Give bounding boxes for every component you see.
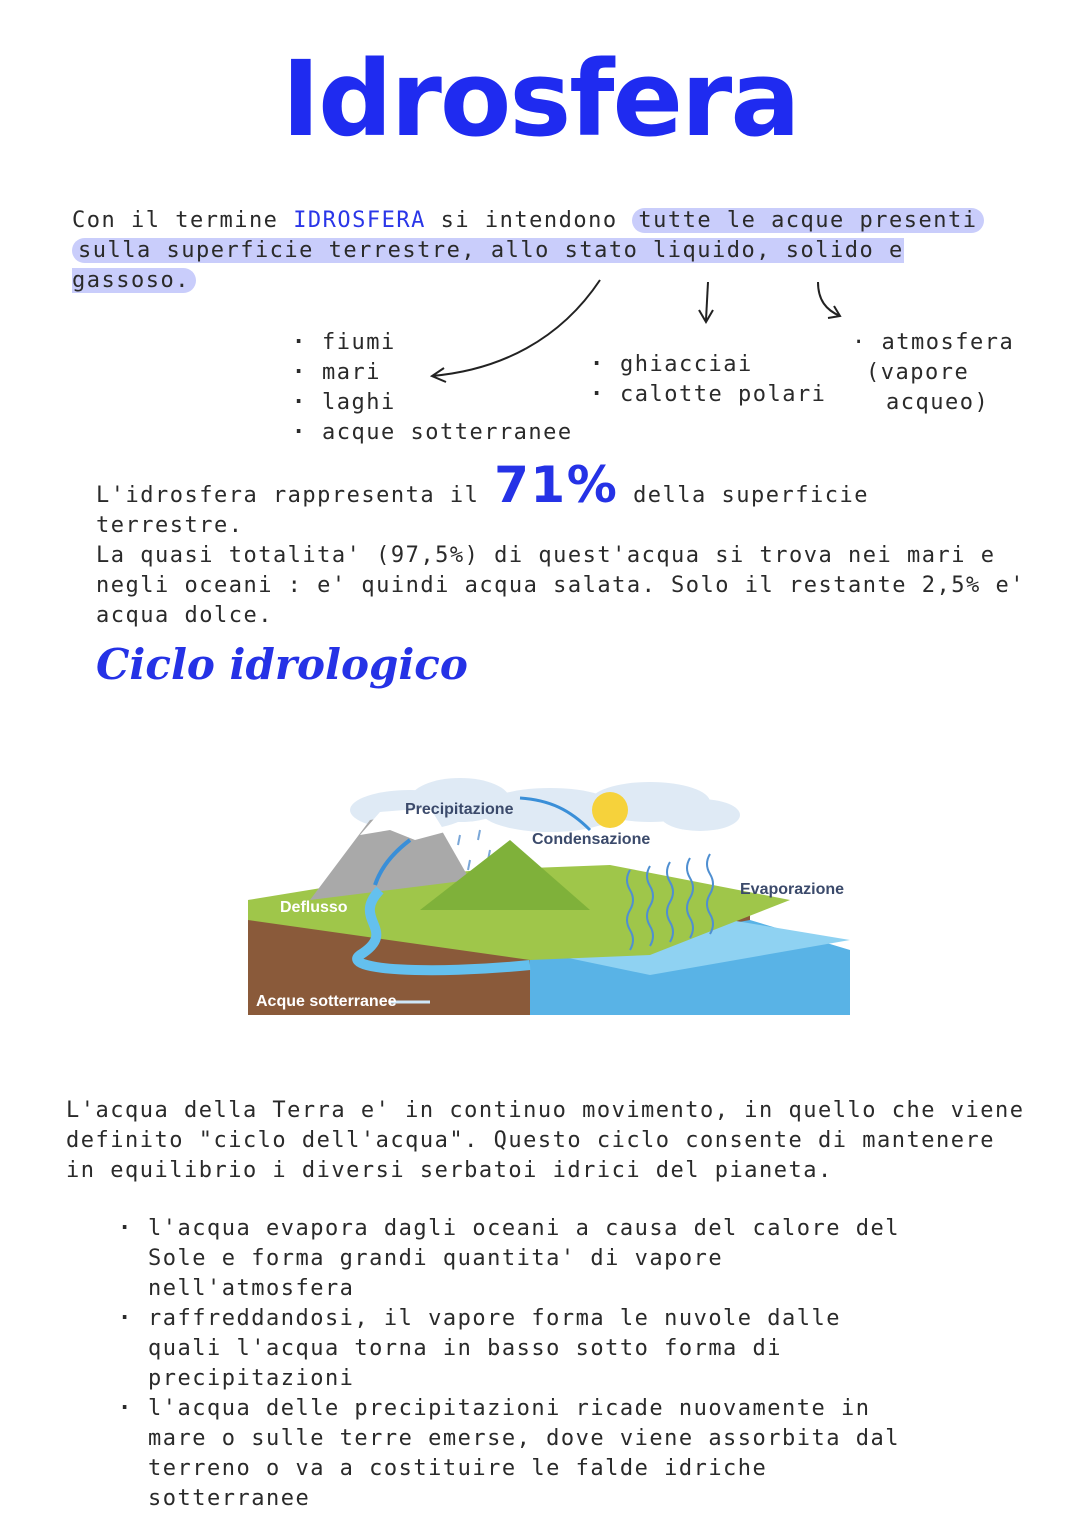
intro-text-1: Con il termine <box>72 208 279 233</box>
gas-water-list <box>852 328 1014 418</box>
intro-highlight-2: sulla superficie terrestre, allo stato liquido, solido e gassoso. <box>72 238 904 293</box>
list-item: · l'acqua delle precipitazioni ricade nuovamente in mare o sulle terre emerse, dove viene assorbita dal terreno o va a costituire le falde idriche sotterranee <box>118 1394 918 1514</box>
cycle-line-1: L'acqua della Terra e' in continuo movimento, in quello che viene <box>66 1098 1025 1123</box>
cycle-line-2: definito "ciclo dell'acqua". Questo ciclo consente di mantenere <box>66 1128 995 1153</box>
percent-value: 71% <box>494 456 619 514</box>
list-item: · raffreddandosi, il vapore forma le nuvole dalle quali l'acqua torna in basso sotto forma di precipitazioni <box>118 1304 918 1394</box>
list-item: · fiumi <box>292 328 573 358</box>
intro-keyword: IDROSFERA <box>293 208 426 233</box>
list-item: · laghi <box>292 388 573 418</box>
page-title: Idrosfera <box>281 38 799 160</box>
sun-icon <box>592 792 628 828</box>
list-item: (vapore <box>866 360 970 385</box>
percent-line-2: La quasi totalita' (97,5%) di quest'acqua si trova nei mari e <box>96 543 996 568</box>
solid-water-list <box>590 350 826 410</box>
label-precipitazione: Precipitazione <box>405 801 514 818</box>
intro-text-2: si intendono <box>440 208 618 233</box>
percent-line-3: negli oceani : e' quindi acqua salata. Solo il restante 2,5% e' <box>96 573 1025 598</box>
list-item: · atmosfera <box>852 330 1015 355</box>
cycle-bullets <box>118 1214 918 1514</box>
list-item: · l'acqua evapora dagli oceani a causa del calore del Sole e forma grandi quantita' di vapore nell'atmosfera <box>118 1214 918 1304</box>
percent-paragraph <box>96 456 1026 631</box>
label-acque-sotterranee: Acque sotterranee <box>256 993 397 1010</box>
water-cycle-diagram <box>230 770 870 1030</box>
cycle-paragraph <box>66 1096 1026 1186</box>
label-deflusso: Deflusso <box>280 899 348 916</box>
list-item: · acque sotterranee <box>292 418 573 448</box>
list-item: · ghiacciai <box>590 350 826 380</box>
liquid-water-list <box>292 328 573 448</box>
intro-highlight-1: tutte le acque presenti <box>632 208 983 233</box>
list-item: acqueo) <box>886 390 990 415</box>
list-item: · calotte polari <box>590 380 826 410</box>
percent-line-1: L'idrosfera rappresenta il 71% della superficie terrestre. <box>96 456 869 538</box>
label-condensazione: Condensazione <box>532 831 651 848</box>
label-evaporazione: Evaporazione <box>740 881 845 898</box>
list-item: · mari <box>292 358 573 388</box>
percent-line-4: acqua dolce. <box>96 603 273 628</box>
cycle-line-3: in equilibrio i diversi serbatoi idrici del pianeta. <box>66 1158 833 1183</box>
section-title: Ciclo idrologico <box>96 640 468 689</box>
